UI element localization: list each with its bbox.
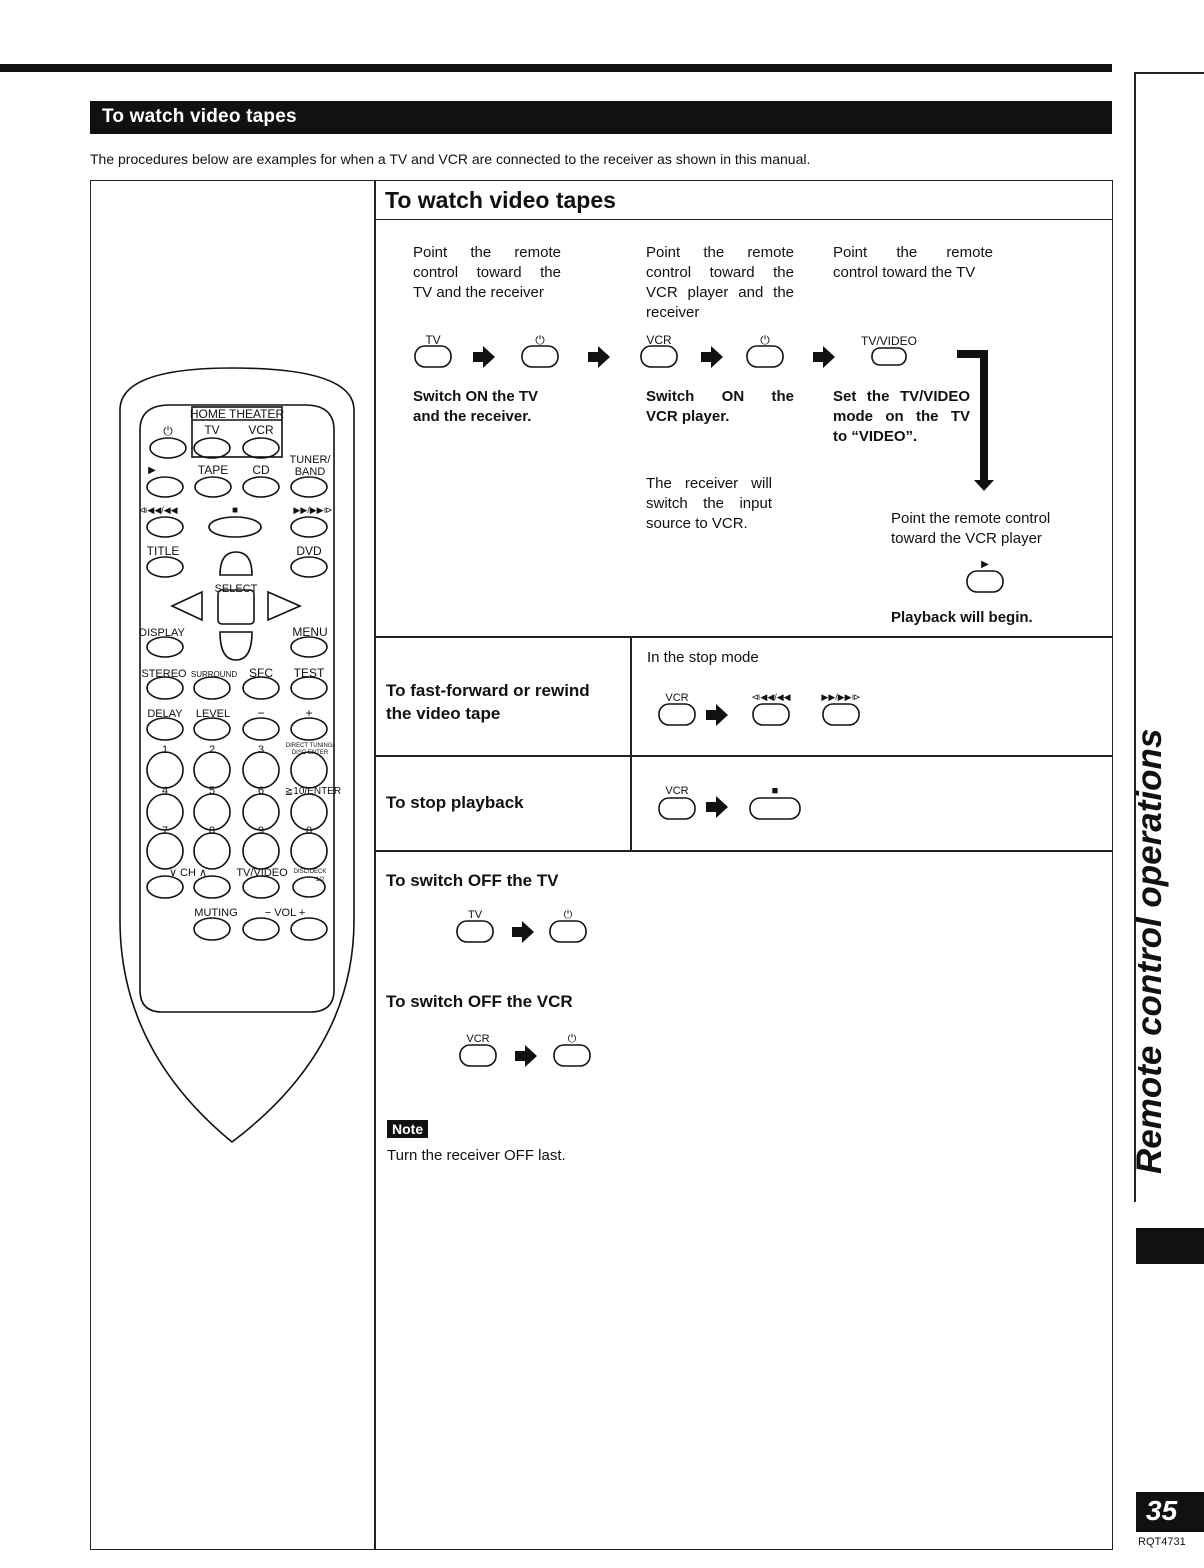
vcr-label: VCR [665,692,689,704]
delay-button-icon [147,718,183,740]
n4-label: 4 [161,785,169,797]
col4-result: Playback will begin. [891,609,1033,626]
right-arrow-icon [268,592,300,620]
sfc-label: SFC [249,666,273,680]
tuner-label: TUNER/ [289,454,331,466]
power-button-icon [150,438,186,458]
tv-button-icon [194,438,230,458]
muting-label: MUTING [194,907,238,919]
col3-result: Set the TV/VIDEO mode on the TV to “VIDEO”. [833,388,970,445]
menu-button-icon [291,637,327,657]
skip-forward-button-icon [291,517,327,537]
minus-button-icon [243,718,279,740]
remote-control-illustration [110,360,370,1150]
level-button-icon [194,718,230,740]
surround-button-icon [194,677,230,699]
play-label: ▶ [148,465,156,476]
switch-off-vcr-label: To switch OFF the VCR [386,992,573,1011]
n8-label: 8 [208,825,216,837]
play-label: ▶ [981,559,989,570]
side-tab-text: Remote control operations [1130,728,1169,1174]
arrow-icon [813,346,835,368]
power-button-icon [522,346,558,367]
steps-diagram [375,221,1112,601]
arrow-icon [701,346,723,368]
select-button-icon [218,590,254,624]
display-label: DISPLAY [139,627,185,639]
power-label: ⏻ [563,909,573,921]
stereo-label: STEREO [141,668,187,680]
vol-down-button-icon [243,918,279,940]
vcr-button-icon [659,704,695,725]
stop-button-icon [750,798,800,819]
power-button-icon [550,921,586,942]
n2-label: 2 [208,744,216,756]
minus-label: − [257,706,265,720]
digit-0-button-icon [291,833,327,869]
table-rule [375,636,1112,638]
tv-label: TV [204,423,220,437]
side-rule [1134,72,1204,74]
vcr-label: VCR [466,1033,490,1045]
power-label: ⏻ [163,424,173,438]
vcr-button-icon [243,438,279,458]
skip-back-button-icon [147,517,183,537]
digit-9-button-icon [243,833,279,869]
tv-button-icon [415,346,451,367]
tv-label: TV [425,333,441,347]
ch-down-button-icon [147,876,183,898]
dvd-button-icon [291,557,327,577]
dvd-label: DVD [296,544,322,558]
tv-button-icon [457,921,493,942]
side-tab-block [1136,1228,1204,1264]
tvvideo-label: TV/VIDEO [860,334,918,348]
vcr-button-icon [641,346,677,367]
band-label: BAND [294,466,326,478]
tape-button-icon [195,477,231,497]
top-rule [0,64,1112,72]
cd-button-icon [243,477,279,497]
ch-up-button-icon [194,876,230,898]
menu-label: MENU [292,625,328,639]
rewind-label: ⧏◀◀/◀◀ [751,692,791,702]
power-button-icon [554,1045,590,1066]
vcr-button-icon [460,1045,496,1066]
enter-label: ≧10/ENTER [284,786,342,797]
vcr-label: VCR [665,785,689,797]
ff-label: ▶▶/▶▶⧐ [821,692,861,702]
delay-label: DELAY [147,708,183,720]
title-button-icon [147,557,183,577]
col2-result: Switch ON the VCR player. [646,388,794,425]
arrow-icon [706,704,728,726]
discdeck-label: DISC/DECK [293,869,327,875]
digit-3-button-icon [243,752,279,788]
rewind-button-icon [753,704,789,725]
ff-rewind-diagram [640,680,900,730]
n0-label: 0 [305,825,313,837]
power-label: ⏻ [760,333,770,347]
fast-forward-button-icon [823,704,859,725]
table-rule [375,755,1112,757]
cd-label: CD [252,463,270,477]
arrow-icon [706,796,728,818]
doc-code: RQT4731 [1138,1536,1186,1548]
surround-label: SURROUND [190,670,238,679]
test-label: TEST [293,666,325,680]
test-button-icon [291,677,327,699]
sfc-button-icon [243,677,279,699]
vcr-label: VCR [646,333,672,347]
level-label: LEVEL [195,708,231,720]
direct2-label: DISC ENTER [291,750,329,756]
up-arrow-icon [220,552,252,575]
tv-label: TV [467,909,483,921]
col1-result: Switch ON the TV and the receiver. [413,388,539,425]
stop-mode-condition: In the stop mode [647,649,759,666]
col2-note: The receiver will switch the input source to VCR. [646,475,772,532]
tuner-band-button-icon [291,477,327,497]
page-number: 35 [1136,1492,1204,1532]
down-arrow-icon [220,632,252,660]
switch-off-tv-label: To switch OFF the TV [386,871,559,890]
digit-8-button-icon [194,833,230,869]
down-arrow-icon [957,350,994,491]
play-button-icon [147,477,183,497]
vcr-label: VCR [248,423,274,437]
muting-button-icon [194,918,230,940]
stereo-button-icon [147,677,183,699]
ff-rewind-label: To fast-forward or rewind the video tape [386,681,590,723]
switch-off-vcr-diagram [450,1022,610,1070]
tvvideo-button-icon [872,348,906,365]
arrow-icon [515,1045,537,1067]
direct-tuning-button-icon [291,752,327,788]
digit-1-button-icon [147,752,183,788]
digit-7-button-icon [147,833,183,869]
title-label: TITLE [146,544,180,558]
display-button-icon [147,637,183,657]
col4-instruction: Point the remote control toward the VCR player [891,510,1051,547]
main-title: To watch video tapes [375,180,1112,220]
n5-label: 5 [208,785,216,797]
arrow-icon [588,346,610,368]
n7-label: 7 [161,825,169,837]
stop-playback-label: To stop playback [386,793,524,812]
play-button-icon [967,571,1003,592]
left-arrow-icon [172,592,202,620]
section-title: To watch video tapes [90,101,1112,134]
n1-label: 1 [161,744,169,756]
table-col-rule [630,636,632,851]
ff-label: ▶▶/▶▶⧐ [293,505,333,515]
vol-up-button-icon [291,918,327,940]
digit-2-button-icon [194,752,230,788]
stop-label: ■ [231,505,239,516]
arrow-icon [512,921,534,943]
stop-button-icon [209,517,261,537]
note-badge: Note [387,1120,428,1138]
select-label: SELECT [214,583,258,595]
plus-label: + [305,706,313,720]
n3-label: 3 [257,744,265,756]
vcr-button-icon [659,798,695,819]
tvvideo-button-icon [243,876,279,898]
power-label: ⏻ [535,333,545,347]
tvvideo-label: TV/VIDEO [236,867,288,879]
intro-text: The procedures below are examples for when a TV and VCR are connected to the receiver as shown in this manual. [90,151,811,167]
plus-button-icon [291,718,327,740]
table-rule [375,850,1112,852]
note-text: Turn the receiver OFF last. [387,1147,566,1164]
stop-diagram [640,775,840,825]
n6-label: 6 [257,785,265,797]
col1-instruction: Point the remote control toward the TV and the receiver [413,244,561,301]
col2-instruction: Point the remote control toward the VCR player and the receiver [646,244,794,321]
home-theater-label: HOME THEATER [189,407,285,421]
discdeck2-label: 1/2 [315,877,325,883]
tape-label: TAPE [197,463,229,477]
direct1-label: DIRECT TUNING/ [285,743,335,749]
stop-label: ■ [771,785,779,797]
switch-off-tv-diagram [450,900,610,948]
ch-label: ∨ CH ∧ [168,867,208,879]
rew-label: ⧏◀◀/◀◀ [138,505,178,515]
power-button-icon [747,346,783,367]
arrow-icon [473,346,495,368]
power-label: ⏻ [567,1033,577,1045]
vol-label: − VOL + [264,907,306,919]
n9-label: 9 [257,825,265,837]
col3-instruction: Point the remote control toward the TV [833,244,993,281]
